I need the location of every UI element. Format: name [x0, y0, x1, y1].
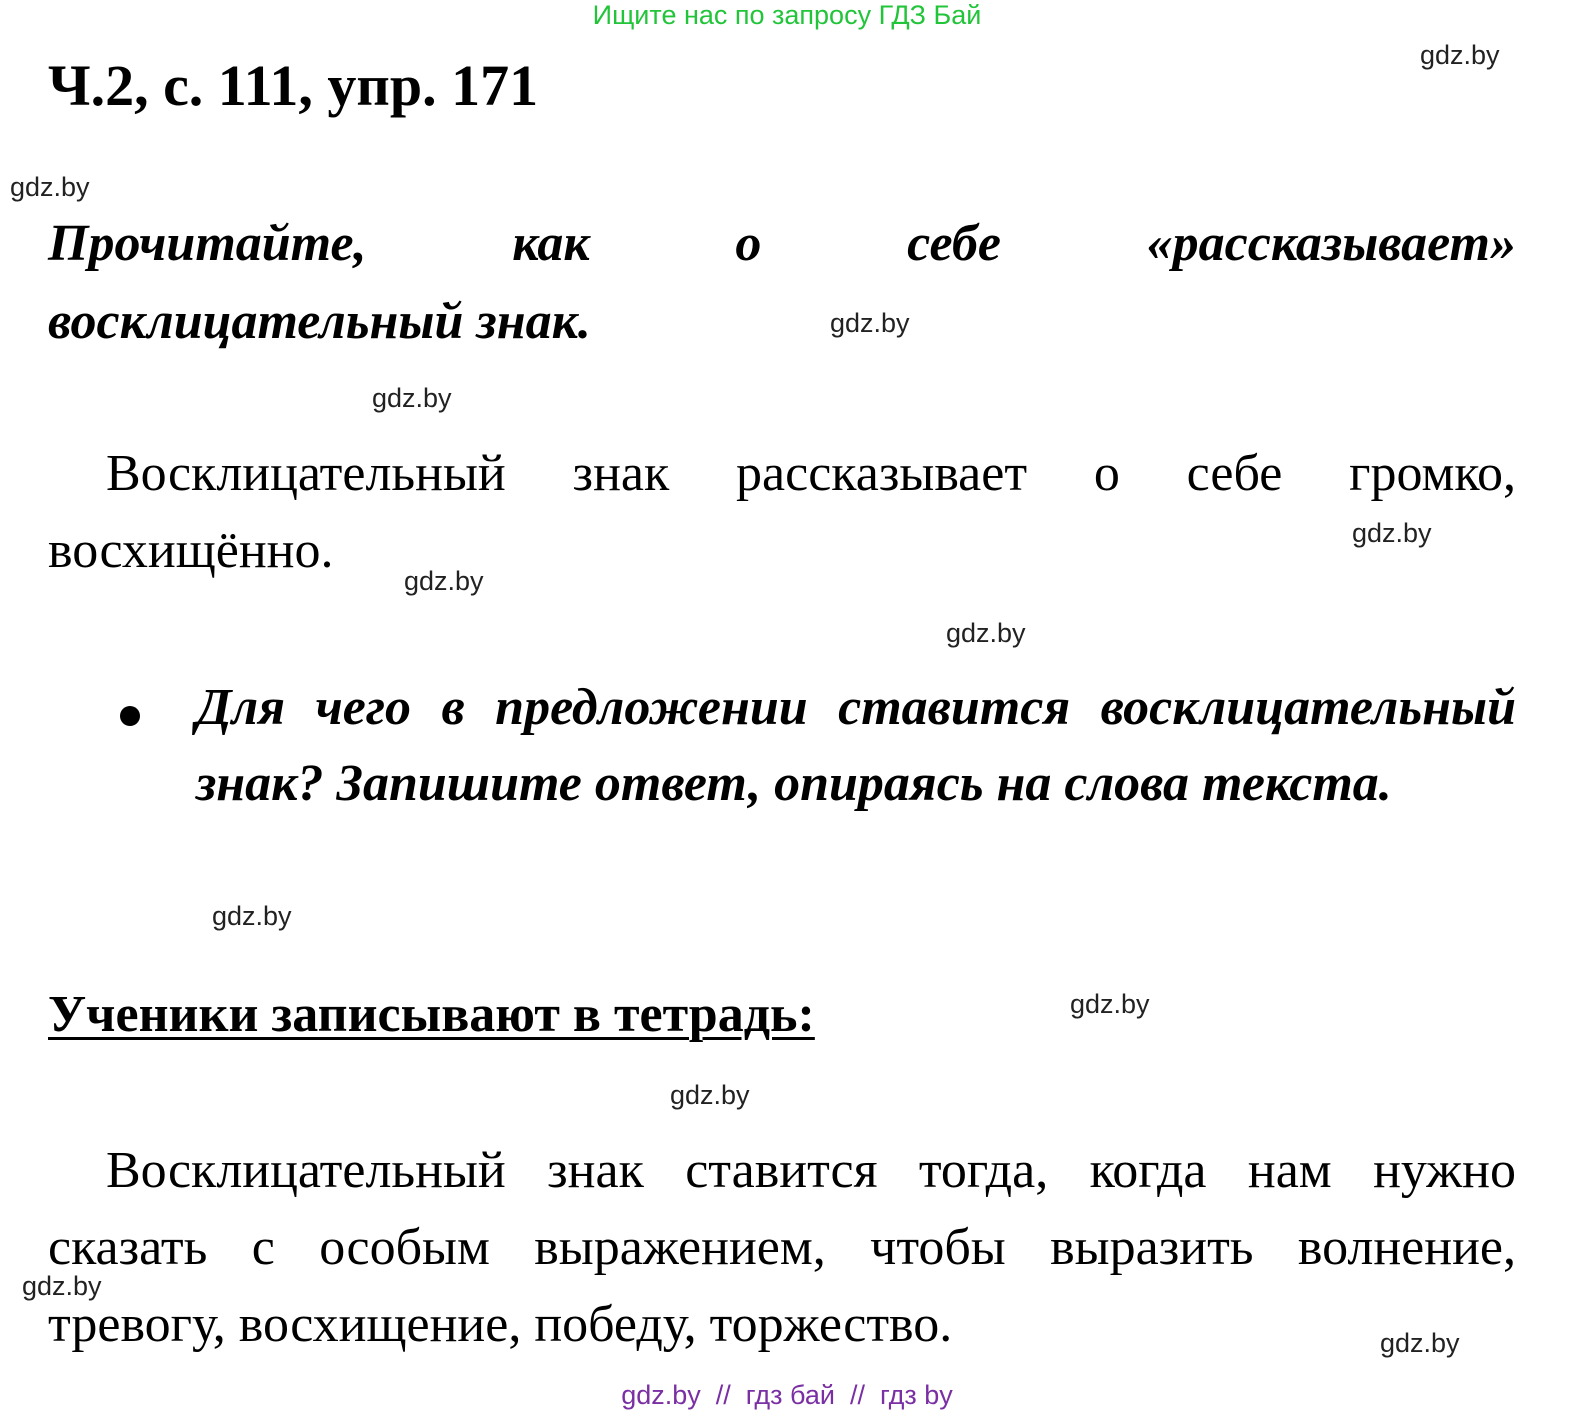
question-text: Для чего в предложении ставится восклицательный знак? Запишите ответ, опираясь на слова текста.: [196, 679, 1516, 812]
watermark: gdz.by: [1420, 40, 1500, 70]
search-banner: Ищите нас по запросу ГДЗ Бай: [592, 0, 982, 30]
watermark: gdz.by: [372, 383, 452, 413]
task-prompt-line-2: восклицательный знак.: [48, 293, 591, 350]
watermark: gdz.by: [22, 1271, 102, 1301]
watermark: gdz.by: [212, 901, 292, 931]
watermark: gdz.by: [10, 172, 90, 202]
watermark: gdz.by: [1380, 1328, 1460, 1358]
watermark: gdz.by: [670, 1080, 750, 1110]
watermark: gdz.by: [946, 618, 1026, 648]
page-title: Ч.2, с. 111, упр. 171: [48, 53, 539, 118]
watermark: gdz.by: [830, 308, 910, 338]
question-list-item: [120, 670, 1516, 822]
answer-paragraph-2: Восклицательный знак ставится тогда, когда нам нужно сказать с особым выражением, чтобы выразить волнение, тревогу, восхищение, победу, торжество.: [48, 1142, 1516, 1353]
section-heading: Ученики записывают в тетрадь:: [48, 986, 815, 1043]
task-prompt-line-1: Прочитайте, как о себе «рассказывает»: [48, 215, 1516, 272]
answer-paragraph-1: Восклицательный знак рассказывает о себе громко, восхищённо.: [48, 445, 1516, 579]
footer-links: gdz.by // гдз бай // гдз by: [621, 1380, 953, 1410]
bullet-icon: [120, 706, 140, 726]
watermark: gdz.by: [1070, 989, 1150, 1019]
watermark: gdz.by: [1352, 518, 1432, 548]
watermark: gdz.by: [404, 566, 484, 596]
